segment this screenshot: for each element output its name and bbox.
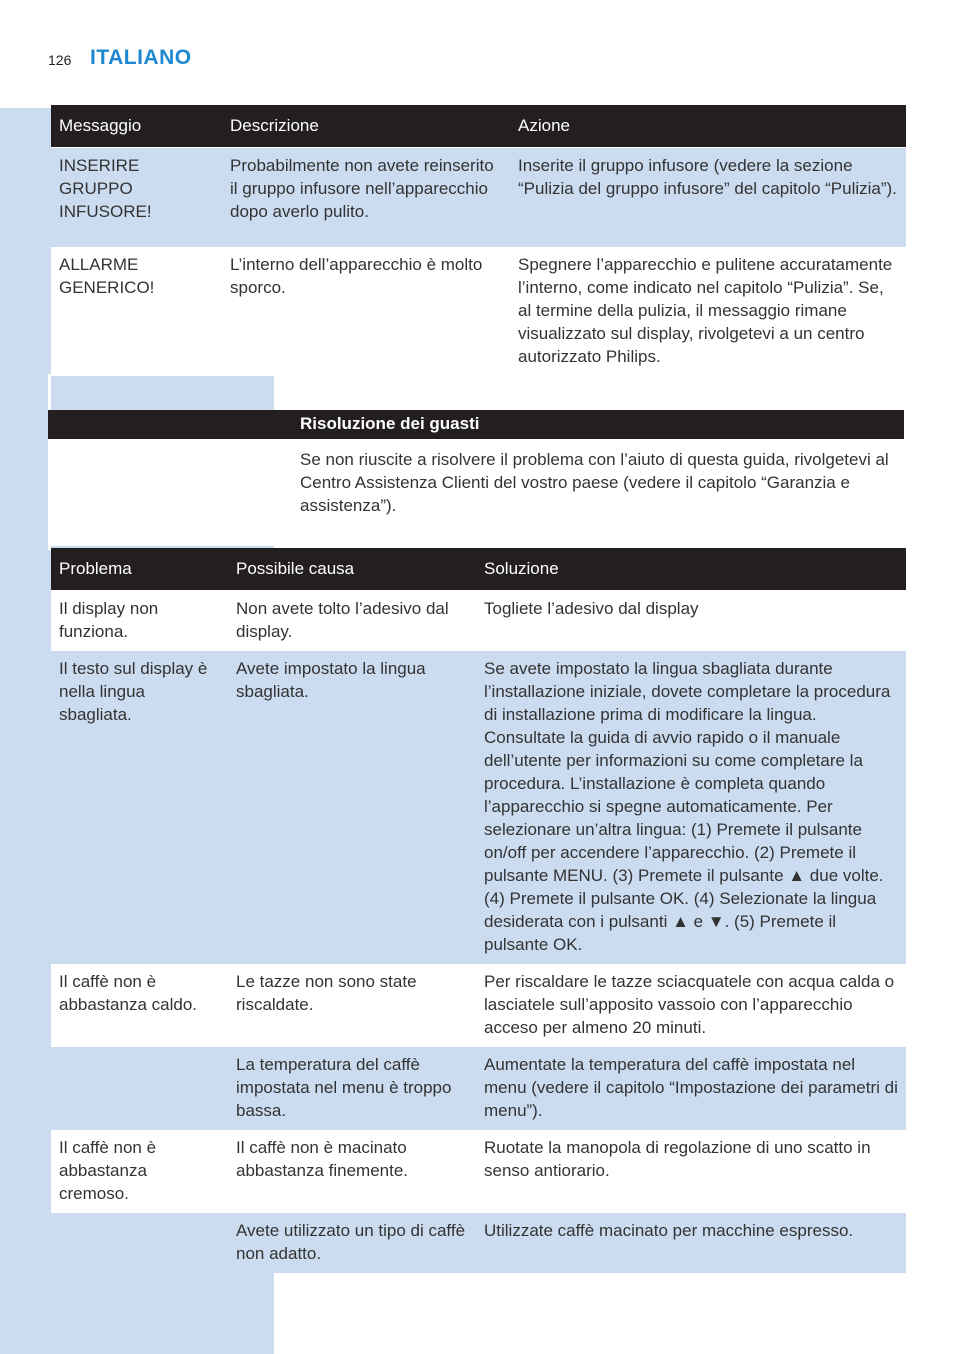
intro-paragraph: Se non riuscite a risolvere il problema con l’aiuto di questa guida, rivolgetevi al Centro Assistenza Clienti del vostro paese (vedere il capitolo “Garanzia e assistenza”). [300,450,889,515]
cause-cell: Avete impostato la lingua sbagliata. [228,651,476,964]
column-header: Possibile causa [228,548,476,591]
problem-cell: Il caffè non è abbastanza cremoso. [51,1130,228,1213]
section-heading-bar [48,410,904,439]
column-header: Descrizione [222,105,510,148]
table-row [51,247,906,376]
message-cell: ALLARME GENERICO! [51,247,222,376]
solution-cell: Aumentate la temperatura del caffè impostata nel menu (vedere il capitolo “Impostazione dei parametri di menu”). [476,1047,906,1130]
solution-cell: Per riscaldare le tazze sciacquatele con acqua calda o lasciatele sull’apposito vassoio con l’apparecchio acceso per almeno 20 minuti. [476,964,906,1047]
table-row [51,591,906,652]
table-row [51,148,906,247]
problem-cell [51,1047,228,1130]
table-row [51,1130,906,1213]
problem-cell: Il display non funziona. [51,591,228,652]
solution-cell: Ruotate la manopola di regolazione di uno scatto in senso antiorario. [476,1130,906,1213]
table-row [51,1047,906,1130]
solution-cell: Se avete impostato la lingua sbagliata durante l’installazione iniziale, dovete completare la procedura di installazione prima di modificare la lingua. Consultate la guida di avvio rapido o il manuale dell’utente per informazioni su come completare la procedura. L’installazione è completa quando l’apparecchio si spegne automaticamente. Per selezionare un’altra lingua: (1) Premete il pulsante on/off per accendere l’apparecchio. (2) Premete il pulsante MENU. (3) Premete il pulsante ▲ due volte. (4) Premete il pulsante OK. (4) Selezionate la lingua desiderata con i pulsanti ▲ e ▼. (5) Premete il pulsante OK. [476,651,906,964]
problem-table [51,548,906,1273]
table-row [51,651,906,964]
section-heading: Risoluzione dei guasti [300,414,480,433]
cause-cell: La temperatura del caffè impostata nel menu è troppo bassa. [228,1047,476,1130]
cause-cell: Il caffè non è macinato abbastanza finemente. [228,1130,476,1213]
page-number: 126 [48,52,72,68]
action-cell: Spegnere l’apparecchio e pulitene accuratamente l’interno, come indicato nel capitolo “Pulizia”. Se, al termine della pulizia, il messaggio rimane visualizzato sul display, rivolgetevi a un centro autorizzato Philips. [510,247,906,376]
message-cell: INSERIRE GRUPPO INFUSORE! [51,148,222,247]
column-header: Messaggio [51,105,222,148]
table-header-row [51,548,906,591]
cause-cell: Non avete tolto l’adesivo dal display. [228,591,476,652]
column-header: Azione [510,105,906,148]
problem-cell: Il testo sul display è nella lingua sbagliata. [51,651,228,964]
table-row [51,964,906,1047]
column-header: Soluzione [476,548,906,591]
table-row [51,1213,906,1273]
cause-cell: Le tazze non sono state riscaldate. [228,964,476,1047]
description-cell: L’interno dell’apparecchio è molto sporco. [222,247,510,376]
description-cell: Probabilmente non avete reinserito il gruppo infusore nell’apparecchio dopo averlo pulito. [222,148,510,247]
problem-cell [51,1213,228,1273]
cause-cell: Avete utilizzato un tipo di caffè non adatto. [228,1213,476,1273]
action-cell: Inserite il gruppo infusore (vedere la sezione “Pulizia del gruppo infusore” del capitolo “Pulizia”). [510,148,906,247]
solution-cell: Togliete l’adesivo dal display [476,591,906,652]
solution-cell: Utilizzate caffè macinato per macchine espresso. [476,1213,906,1273]
language-heading: ITALIANO [90,46,192,69]
table-header-row [51,105,906,148]
column-header: Problema [51,548,228,591]
problem-cell: Il caffè non è abbastanza caldo. [51,964,228,1047]
divider [48,439,274,546]
message-table [51,105,906,376]
